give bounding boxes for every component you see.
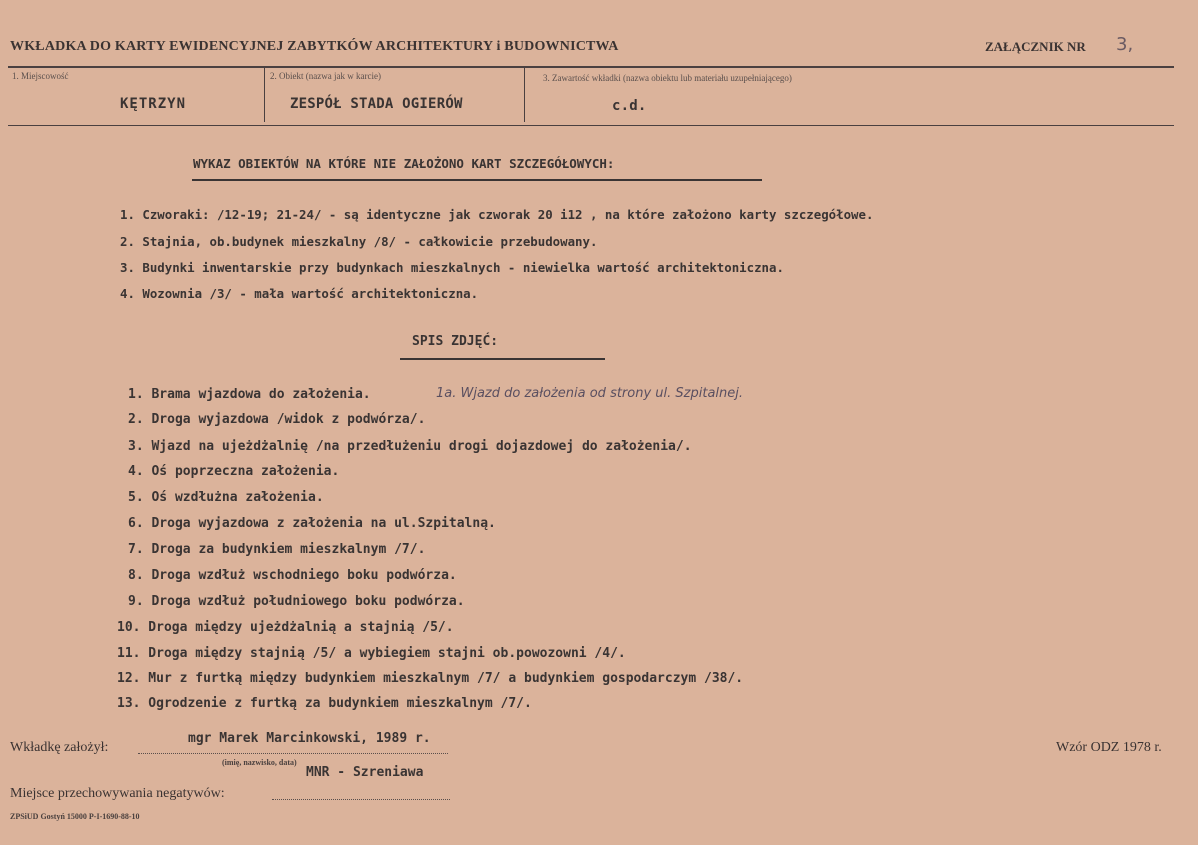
storage-value: MNR - Szreniawa bbox=[306, 765, 424, 780]
location-value: KĘTRZYN bbox=[120, 96, 187, 112]
list-item: 9. Droga wzdłuż południowego boku podwórza. bbox=[128, 594, 465, 609]
list-item: 11. Droga między stajnią /5/ a wybiegiem stajni ob.powozowni /4/. bbox=[117, 646, 626, 661]
created-by-line bbox=[138, 753, 448, 754]
list-item: 8. Droga wzdłuż wschodniego boku podwórza. bbox=[128, 568, 457, 583]
section2-title: SPIS ZDJĘĆ: bbox=[412, 334, 499, 349]
list-item: 7. Droga za budynkiem mieszkalnym /7/. bbox=[128, 542, 426, 557]
list-item: 10. Droga między ujeżdżalnią a stajnią /5/. bbox=[117, 620, 454, 635]
field-divider-2 bbox=[524, 68, 525, 122]
annex-number: 3, bbox=[1116, 34, 1134, 55]
object-value: ZESPÓŁ STADA OGIERÓW bbox=[290, 96, 463, 112]
created-by-hint: (imię, nazwisko, data) bbox=[222, 758, 297, 767]
field-divider-1 bbox=[264, 68, 265, 122]
list-item: 5. Oś wzdłużna założenia. bbox=[128, 490, 324, 505]
created-by-value: mgr Marek Marcinkowski, 1989 r. bbox=[188, 731, 431, 746]
content-value: c.d. bbox=[612, 98, 647, 114]
list-item: 12. Mur z furtką między budynkiem mieszkalnym /7/ a budynkiem gospodarczym /38/. bbox=[117, 671, 744, 686]
printer-imprint: ZPSiUD Gostyń 15000 P-I-1690-88-10 bbox=[10, 812, 140, 821]
section2-title-underline bbox=[400, 358, 605, 360]
form-code: Wzór ODZ 1978 r. bbox=[1056, 740, 1162, 755]
list-item: 1. Czworaki: /12-19; 21-24/ - są identyczne jak czworak 20 i12 , na które założono karty szczegółowe. bbox=[120, 207, 874, 222]
list-item: 2. Stajnia, ob.budynek mieszkalny /8/ - całkowicie przebudowany. bbox=[120, 234, 598, 249]
form-title: WKŁADKA DO KARTY EWIDENCYJNEJ ZABYTKÓW ARCHITEKTURY i BUDOWNICTWA bbox=[10, 39, 619, 54]
list-item: 4. Wozownia /3/ - mała wartość architektoniczna. bbox=[120, 286, 479, 301]
location-label: 1. Miejscowość bbox=[12, 71, 69, 81]
list-item: 3. Wjazd na ujeżdżalnię /na przedłużeniu drogi dojazdowej do założenia/. bbox=[128, 439, 692, 454]
list-item: 4. Oś poprzeczna założenia. bbox=[128, 464, 340, 479]
section1-title-underline bbox=[192, 179, 762, 181]
negatives-label: Miejsce przechowywania negatywów: bbox=[10, 786, 225, 801]
list-item: 2. Droga wyjazdowa /widok z podwórza/. bbox=[128, 412, 426, 427]
created-by-label: Wkładkę założył: bbox=[10, 740, 109, 755]
list-item: 1. Brama wjazdowa do założenia. bbox=[128, 387, 371, 402]
negatives-line bbox=[272, 799, 450, 800]
list-item: 6. Droga wyjazdowa z założenia na ul.Szpitalną. bbox=[128, 516, 496, 531]
list-item: 13. Ogrodzenie z furtką za budynkiem mieszkalnym /7/. bbox=[117, 696, 532, 711]
list-item: 3. Budynki inwentarskie przy budynkach mieszkalnych - niewielka wartość architektoniczna. bbox=[120, 260, 784, 275]
content-label: 3. Zawartość wkładki (nazwa obiektu lub materiału uzupełniającego) bbox=[543, 73, 792, 83]
handwritten-note: 1a. Wjazd do założenia od strony ul. Szpitalnej. bbox=[436, 386, 744, 401]
fields-rule bbox=[8, 125, 1174, 126]
header-rule bbox=[8, 66, 1174, 68]
section1-title: WYKAZ OBIEKTÓW NA KTÓRE NIE ZAŁOŻONO KART SZCZEGÓŁOWYCH: bbox=[193, 156, 615, 171]
annex-label: ZAŁĄCZNIK NR bbox=[985, 39, 1086, 54]
object-label: 2. Obiekt (nazwa jak w karcie) bbox=[270, 71, 381, 81]
